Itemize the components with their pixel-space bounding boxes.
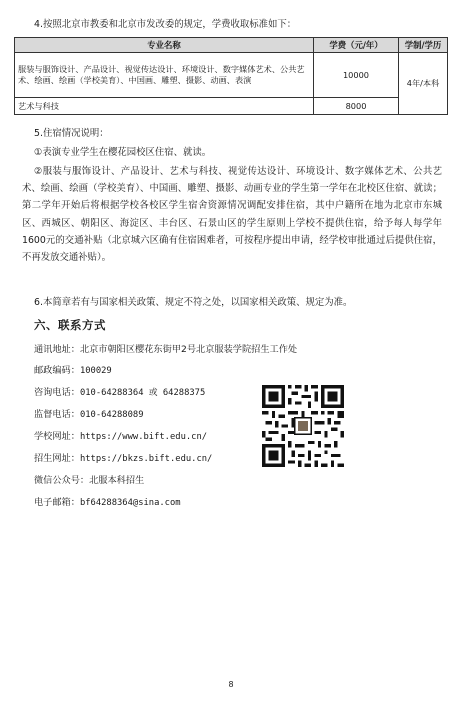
table-cell-major: 服装与服饰设计、产品设计、视觉传达设计、环境设计、数字媒体艺术、公共艺术、绘画、绘画（学校美育）、中国画、雕塑、摄影、动画、表演 <box>15 53 314 98</box>
accommodation-title: 5.住宿情况说明： <box>34 128 109 139</box>
table-cell-fee: 8000 <box>314 98 399 115</box>
email-link[interactable]: bf64288364@sina.com <box>79 498 181 508</box>
contact-value: 北京市朝阳区樱花东街甲2号北京服装学院招生工作处 <box>79 344 298 355</box>
admission-website-link[interactable]: https://bkzs.bift.edu.cn/ <box>79 454 213 464</box>
contact-label: 监督电话： <box>34 409 80 420</box>
fee-intro-line: 4.按照北京市教委和北京市发改委的规定，学费收取标准如下： <box>34 19 297 30</box>
policy-note: 6.本简章若有与国家相关政策、规定不符之处，以国家相关政策、规定为准。 <box>34 297 353 308</box>
contact-address <box>34 341 297 355</box>
fee-table <box>14 37 448 115</box>
contact-phone <box>34 384 205 398</box>
contact-label: 电子邮箱： <box>34 497 80 508</box>
fee-table-header-row <box>15 38 448 53</box>
table-cell-major: 艺术与科技 <box>15 98 314 115</box>
contact-postcode <box>34 362 112 376</box>
contact-label: 通讯地址： <box>34 344 80 355</box>
header-major: 专业名称 <box>15 38 314 53</box>
school-website-link[interactable]: https://www.bift.edu.cn/ <box>79 432 208 442</box>
contact-value: 010-64288364 或 64288375 <box>79 388 206 398</box>
contact-value: 北服本科招生 <box>89 475 145 486</box>
contact-email <box>34 494 181 508</box>
accommodation-point-2: ②服装与服饰设计、产品设计、艺术与科技、视觉传达设计、环境设计、数字媒体艺术、公共艺术、绘画、绘画（学校美育）、中国画、雕塑、摄影、动画专业的学生第一学年在北校区住宿、就读；第二学年开始后将根据学校各校区学生宿舍资源情况调配安排住宿，其中户籍所在地为北京市东城区、西城区、朝阳区、海淀区、丰台区、石景山区的学生原则上学校不提供住宿，给予每人每学年1600元的交通补贴（北京城六区确有住宿困难者，可按程序提出申请，经学校审批通过后提供住宿，不再发放交通补贴）。 <box>22 166 442 264</box>
contact-value: 100029 <box>79 366 112 376</box>
section-heading: 六、联系方式 <box>34 318 106 332</box>
contact-school-website <box>34 428 207 442</box>
table-cell-duration: 4年/本科 <box>399 53 448 115</box>
contact-wechat <box>34 472 144 486</box>
table-row <box>15 53 448 98</box>
page-number: 8 <box>228 680 234 689</box>
header-fee: 学费（元/年） <box>314 38 399 53</box>
qr-code-icon <box>262 385 344 467</box>
contact-label: 咨询电话： <box>34 387 80 398</box>
table-cell-fee: 10000 <box>314 53 399 98</box>
accommodation-point-1: ①表演专业学生在樱花园校区住宿、就读。 <box>34 147 212 158</box>
contact-supervision-phone <box>34 406 144 420</box>
contact-value: 010-64288089 <box>79 410 144 420</box>
contact-label: 招生网址： <box>34 453 80 464</box>
contact-label: 邮政编码： <box>34 365 80 376</box>
contact-label: 学校网址： <box>34 431 80 442</box>
contact-label: 微信公众号： <box>34 475 90 486</box>
contact-admission-website <box>34 450 212 464</box>
header-duration: 学制/学历 <box>399 38 448 53</box>
table-row <box>15 98 448 115</box>
